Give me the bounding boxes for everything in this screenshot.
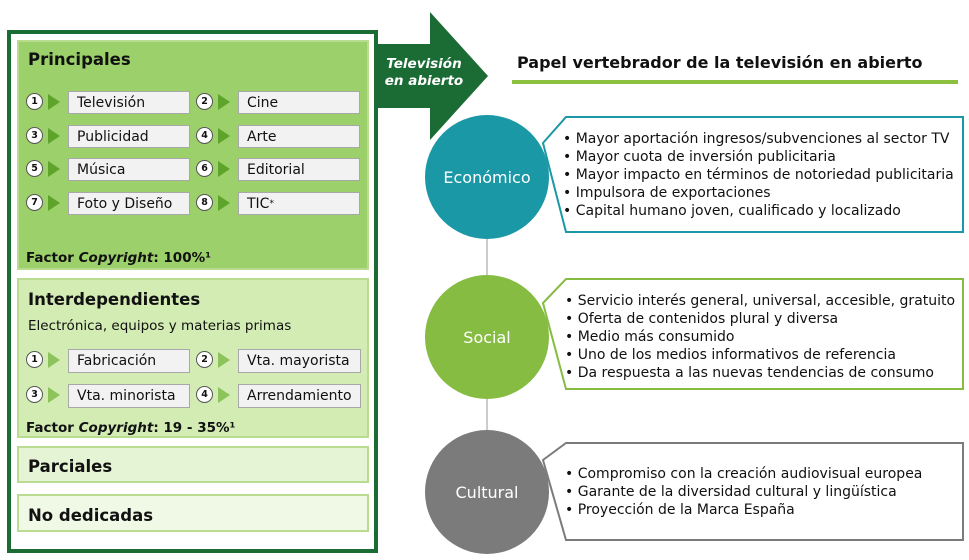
item-number: 7 (26, 194, 43, 211)
item-number: 1 (26, 351, 43, 368)
item-number: 5 (26, 160, 43, 177)
item-number: 8 (196, 194, 213, 211)
factor-italic: Copyright (78, 420, 154, 436)
sector-item-publicidad: Publicidad (68, 125, 190, 148)
bullet-item: • Compromiso con la creación audiovisual europea (565, 465, 922, 483)
item-number: 1 (26, 93, 43, 110)
sector-item-cine: Cine (238, 91, 360, 114)
inter-item-vta-minorista: Vta. minorista (68, 384, 190, 408)
bullet-item: • Capital humano joven, cualificado y localizado (563, 202, 954, 220)
item-number: 6 (196, 160, 213, 177)
parciales-title: Parciales (28, 457, 113, 476)
cultural-bullets (565, 465, 922, 519)
inter-item-fabricacion: Fabricación (68, 349, 190, 373)
right-title: Papel vertebrador de la televisión en abierto (517, 53, 923, 72)
no-dedicadas-title: No dedicadas (28, 506, 154, 525)
bullet-item: • Medio más consumido (565, 328, 955, 346)
item-number: 2 (196, 351, 213, 368)
bullet-item: • Mayor cuota de inversión publicitaria (563, 148, 954, 166)
sector-item-foto-diseno: Foto y Diseño (68, 192, 190, 215)
factor-value: : 100%¹ (153, 250, 212, 266)
item-number: 2 (196, 93, 213, 110)
item-number: 3 (26, 386, 43, 403)
bullet-item: • Uno de los medios informativos de referencia (565, 346, 955, 364)
sector-item-arte: Arte (238, 125, 360, 148)
tic-label: TIC (247, 195, 270, 212)
item-number: 3 (26, 127, 43, 144)
interdependientes-title: Interdependientes (28, 290, 201, 309)
factor-label: Factor (26, 250, 79, 266)
arrow-label-line1: Televisión (386, 56, 462, 72)
circle-economico: Económico (425, 115, 549, 239)
sector-item-television: Televisión (68, 91, 190, 114)
economico-bullets (563, 130, 954, 220)
item-number: 4 (196, 386, 213, 403)
bullet-item: • Da respuesta a las nuevas tendencias de consumo (565, 364, 955, 382)
sector-item-musica: Música (68, 158, 190, 181)
bullet-item: • Oferta de contenidos plural y diversa (565, 310, 955, 328)
item-number: 4 (196, 127, 213, 144)
factor-italic: Copyright (78, 250, 154, 266)
bullet-item: • Mayor aportación ingresos/subvenciones al sector TV (563, 130, 954, 148)
principales-title: Principales (28, 50, 131, 69)
circle-cultural: Cultural (425, 430, 549, 554)
bullet-item: • Proyección de la Marca España (565, 501, 922, 519)
inter-item-vta-mayorista: Vta. mayorista (238, 349, 361, 373)
inter-item-arrendamiento: Arrendamiento (238, 384, 361, 408)
tic-footnote-mark: * (269, 198, 274, 209)
factor-value: : 19 - 35%¹ (153, 420, 236, 436)
bullet-item: • Impulsora de exportaciones (563, 184, 954, 202)
factor-label: Factor (26, 420, 79, 436)
arrow-label-line2: en abierto (384, 73, 464, 89)
social-bullets (565, 292, 955, 382)
sector-item-editorial: Editorial (238, 158, 360, 181)
interdependientes-subtitle: Electrónica, equipos y materias primas (28, 318, 292, 334)
bullet-item: • Garante de la diversidad cultural y lingüística (565, 483, 922, 501)
bullet-item: • Mayor impacto en términos de notoriedad publicitaria (563, 166, 954, 184)
bullet-item: • Servicio interés general, universal, accesible, gratuito (565, 292, 955, 310)
circle-social: Social (425, 275, 549, 399)
